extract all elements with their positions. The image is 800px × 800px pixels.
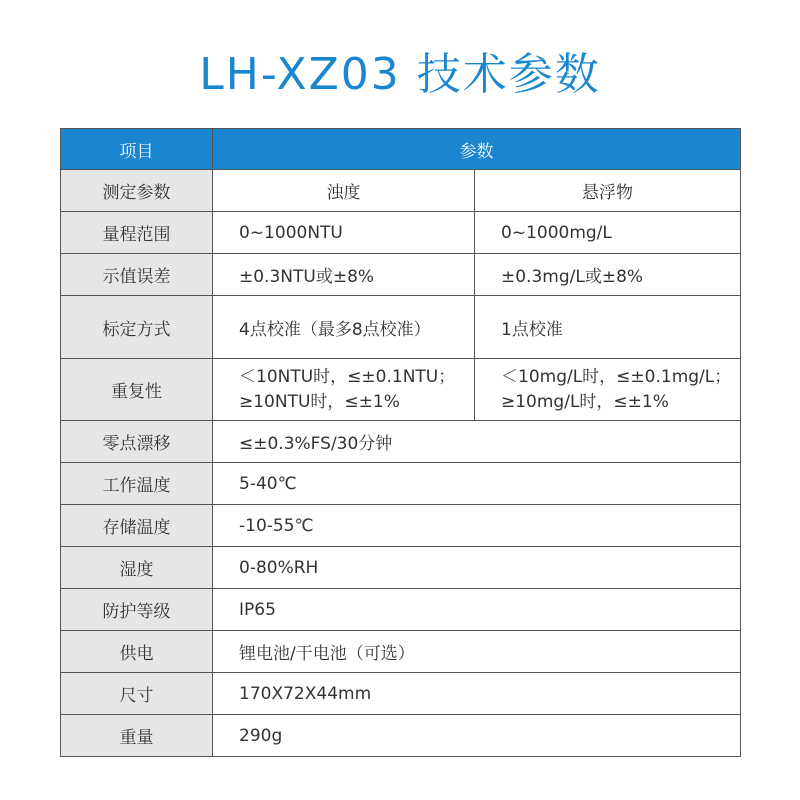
cell-value (213, 359, 475, 421)
cell-value: 锂电池/干电池（可选） (213, 631, 741, 673)
cell-suspended-solids: 悬浮物 (475, 170, 741, 212)
table-row (61, 547, 741, 589)
table-row (61, 296, 741, 359)
cell-line: ＜10mg/L时，≤±0.1mg/L； (501, 366, 732, 387)
spec-table (60, 128, 741, 757)
table-row (61, 421, 741, 463)
cell-line: ＜10NTU时，≤±0.1NTU； (239, 366, 456, 387)
row-label: 工作温度 (61, 463, 213, 505)
cell-value: -10-55℃ (213, 505, 741, 547)
cell-value: 5-40℃ (213, 463, 741, 505)
row-label: 零点漂移 (61, 421, 213, 463)
cell-value: 0-80%RH (213, 547, 741, 589)
row-label: 尺寸 (61, 673, 213, 715)
cell-value: ±0.3NTU或±8% (213, 254, 475, 296)
row-label: 标定方式 (61, 296, 213, 359)
cell-value (475, 359, 741, 421)
table-row (61, 589, 741, 631)
row-label: 供电 (61, 631, 213, 673)
table-row (61, 715, 741, 757)
cell-value: ±0.3mg/L或±8% (475, 254, 741, 296)
header-item: 项目 (61, 129, 213, 170)
table-row (61, 673, 741, 715)
row-label: 示值误差 (61, 254, 213, 296)
table-row (61, 254, 741, 296)
row-label: 重量 (61, 715, 213, 757)
row-label: 湿度 (61, 547, 213, 589)
table-row (61, 463, 741, 505)
row-label: 量程范围 (61, 212, 213, 254)
row-label: 重复性 (61, 359, 213, 421)
cell-value: 0~1000mg/L (475, 212, 741, 254)
table-header-row (61, 129, 741, 170)
cell-turbidity: 浊度 (213, 170, 475, 212)
table-row (61, 631, 741, 673)
table-row (61, 359, 741, 421)
row-label: 测定参数 (61, 170, 213, 212)
cell-line: ≥10mg/L时，≤±1% (501, 391, 669, 412)
table-row (61, 212, 741, 254)
table-row (61, 505, 741, 547)
cell-value: 1点校准 (475, 296, 741, 359)
cell-value: 4点校准（最多8点校准） (213, 296, 475, 359)
table-row (61, 170, 741, 212)
cell-value: 0~1000NTU (213, 212, 475, 254)
row-label: 存储温度 (61, 505, 213, 547)
cell-value: IP65 (213, 589, 741, 631)
cell-value: 290g (213, 715, 741, 757)
page-title: LH-XZ03 技术参数 (199, 49, 601, 100)
header-param: 参数 (213, 129, 741, 170)
cell-value: ≤±0.3%FS/30分钟 (213, 421, 741, 463)
row-label: 防护等级 (61, 589, 213, 631)
cell-line: ≥10NTU时，≤±1% (239, 391, 400, 412)
cell-value: 170X72X44mm (213, 673, 741, 715)
